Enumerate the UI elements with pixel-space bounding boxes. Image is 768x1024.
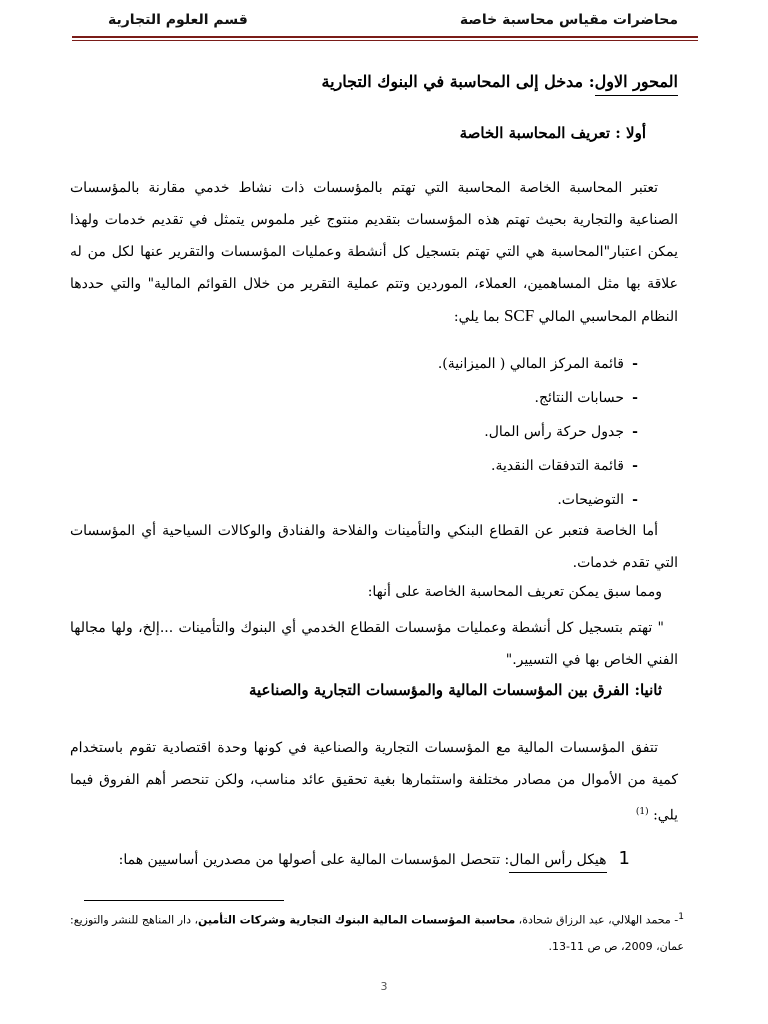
paragraph-intro-definition: ومما سبق يمكن تعريف المحاسبة الخاصة على أنها: [367, 584, 662, 600]
header-course-title: محاضرات مقياس محاسبة خاصة [459, 12, 678, 28]
list-item: -جدول حركة رأس المال. [484, 424, 638, 440]
paragraph-private-sector: أما الخاصة فتعبر عن القطاع البنكي والتأمينات والفلاحة والفنادق والوكالات السياحية أي المؤسسات التي تقدم خدمات. [70, 523, 678, 571]
list-item: -التوضيحات. [557, 492, 638, 508]
item-number: 1 [618, 848, 630, 869]
header-rule [72, 36, 698, 38]
item-text: : تتحصل المؤسسات المالية على أصولها من مصدرين أساسيين هما: [118, 852, 510, 868]
page-number: 3 [380, 980, 388, 993]
paragraph-definition-end: بما يلي: [453, 309, 500, 325]
footnote [70, 904, 684, 960]
subheading-definition: أولا : تعريف المحاسبة الخاصة [459, 124, 646, 142]
numbered-item-capital-structure [119, 848, 630, 869]
list-item: -حسابات النتائج. [534, 390, 638, 406]
footnote-mark: 1 [678, 912, 684, 922]
footnote-book-title: محاسبة المؤسسات المالية البنوك التجارية وشركات التأمين [198, 913, 516, 927]
header-department: قسم العلوم التجارية [108, 12, 248, 28]
footnote-authors: - محمد الهلالي، عبد الرزاق شحادة، [518, 913, 679, 927]
section-title-prefix: المحور الاول [595, 72, 678, 96]
scf-acronym: SCF [503, 306, 535, 325]
paragraph-definition-text: تعتبر المحاسبة الخاصة المحاسبة التي تهتم بالمؤسسات ذات نشاط خدمي مقارنة بالمؤسسات الصناعية والتجارية بحيث تهتم هذه المؤسسات بتقديم منتوج غير ملموس يتمثل في تقديم خدمات ولهذا يمكن اعتبار"المحاسبة هي التي تهتم بتسجيل كل أنشطة وعمليات المؤسسات والتقرير عنها لكل من له علاقة بها مثل المساهمين، العملاء، الموردين وتتم عملية التقرير من خلال القوائم المالية" والتي حددها النظام المحاسبي المالي [70, 180, 678, 325]
header-rule-thin [72, 40, 698, 41]
footnote-publisher: ، دار المناهج للنشر والتوزيع: عمان، 2009، ص ص 11-13. [70, 913, 684, 953]
list-item: -قائمة المركز المالي ( الميزانية). [437, 356, 638, 372]
list-item: -قائمة التدفقات النقدية. [491, 458, 638, 474]
item-title: هيكل رأس المال [509, 852, 606, 873]
footnote-reference: (1) [635, 807, 649, 817]
footnote-separator [84, 900, 284, 901]
paragraph-definition [70, 172, 678, 333]
subheading-differences: ثانيا: الفرق بين المؤسسات المالية والمؤسسات التجارية والصناعية [248, 681, 662, 699]
section-title [322, 72, 678, 91]
paragraph-quoted-definition: " تهتم بتسجيل كل أنشطة وعمليات مؤسسات القطاع الخدمي أي البنوك والتأمينات ...إلخ، ولها مجالها الفني الخاص بها في التسيير." [70, 620, 678, 668]
section-title-rest: : مدخل إلى المحاسبة في البنوك التجارية [321, 72, 595, 91]
paragraph-differences: تتفق المؤسسات المالية مع المؤسسات التجارية والصناعية في كونها وحدة اقتصادية تقوم باستخدام كمية من الأموال من مصادر مختلفة واستثمارها بغية تحقيق عائد مناسب، ولكن تنحصر أهم الفروق فيما يلي: $^{(1)}$ [70, 740, 678, 824]
financial-statements-list [438, 352, 646, 522]
